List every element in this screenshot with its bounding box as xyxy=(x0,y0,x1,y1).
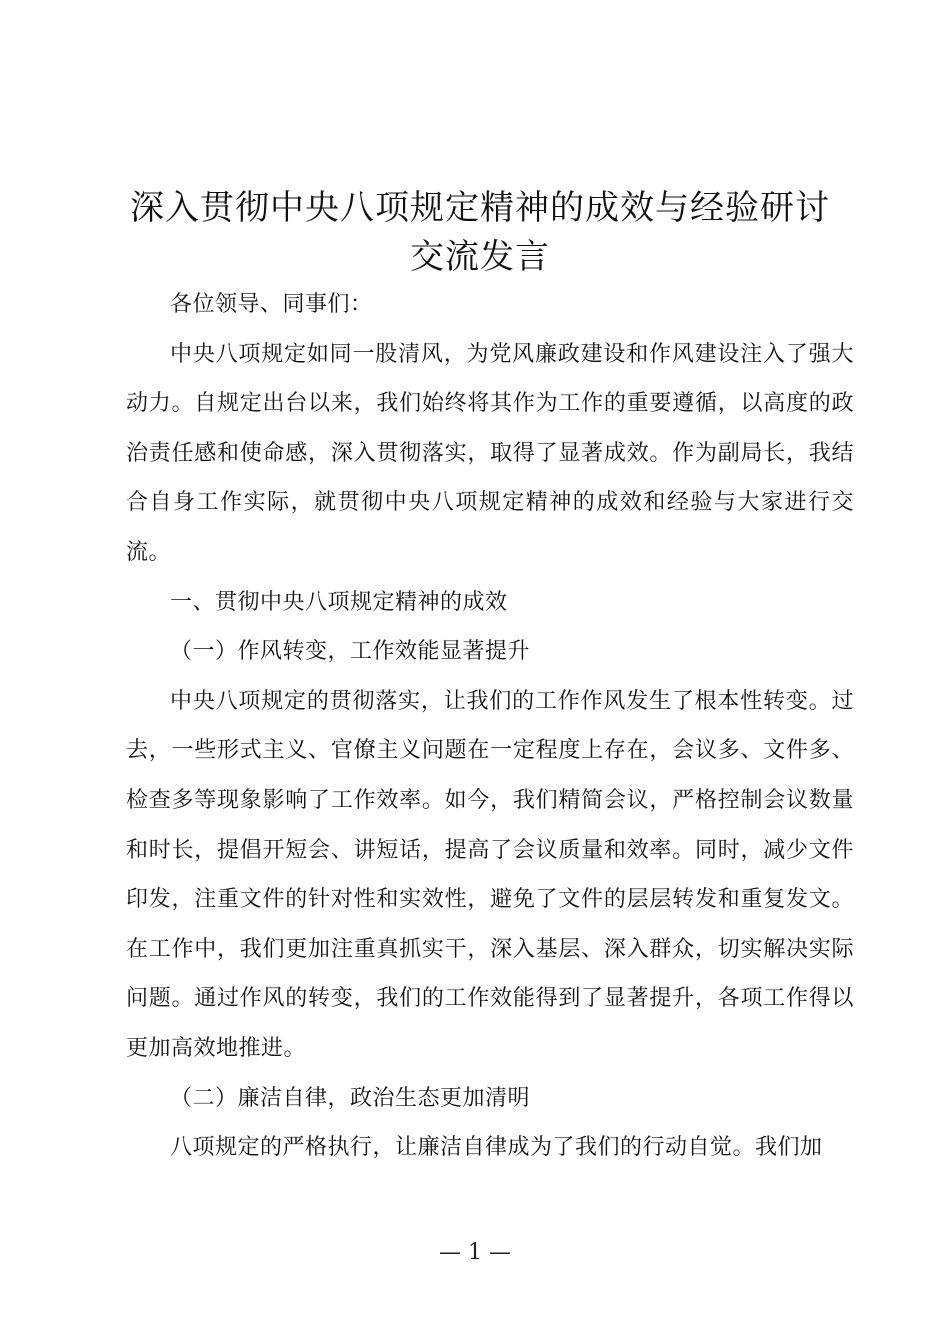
page-number: — 1 — xyxy=(439,1240,511,1265)
paragraph-intro: 中央八项规定如同一股清风，为党风廉政建设和作风建设注入了强大动力。自规定出台以来，我们始终将其作为工作的重要遵循，以高度的政治责任感和使命感，深入贯彻落实，取得了显著成效。作为副局长，我结合自身工作实际，就贯彻中央八项规定精神的成效和经验与大家进行交流。 xyxy=(126,341,854,565)
salutation: 各位领导、同事们： xyxy=(170,292,373,317)
document-title-line-2: 交流发言 xyxy=(410,237,550,277)
paragraph-work-style: 中央八项规定的贯彻落实，让我们的工作作风发生了根本性转变。过去，一些形式主义、官僚主义问题在一定程度上存在，会议多、文件多、检查多等现象影响了工作效率。如今，我们精简会议，严格控制会议数量和时长，提倡开短会、讲短话，提高了会议质量和效率。同时，减少文件印发，注重文件的针对性和实效性，避免了文件的层层转发和重复发文。在工作中，我们更加注重真抓实干，深入基层、深入群众，切实解决实际问题。通过作风的转变，我们的工作效能得到了显著提升，各项工作得以更加高效地推进。 xyxy=(126,688,854,1061)
paragraph-integrity: 八项规定的严格执行，让廉洁自律成为了我们的行动自觉。我们加 xyxy=(170,1135,823,1161)
section-heading-1: 一、贯彻中央八项规定精神的成效 xyxy=(170,589,508,615)
document-body xyxy=(126,280,854,1173)
subsection-heading-2: （二）廉洁自律，政治生态更加清明 xyxy=(170,1085,531,1111)
document-title-line-1: 深入贯彻中央八项规定精神的成效与经验研讨 xyxy=(130,188,830,228)
subsection-heading-1: （一）作风转变，工作效能显著提升 xyxy=(170,639,531,665)
